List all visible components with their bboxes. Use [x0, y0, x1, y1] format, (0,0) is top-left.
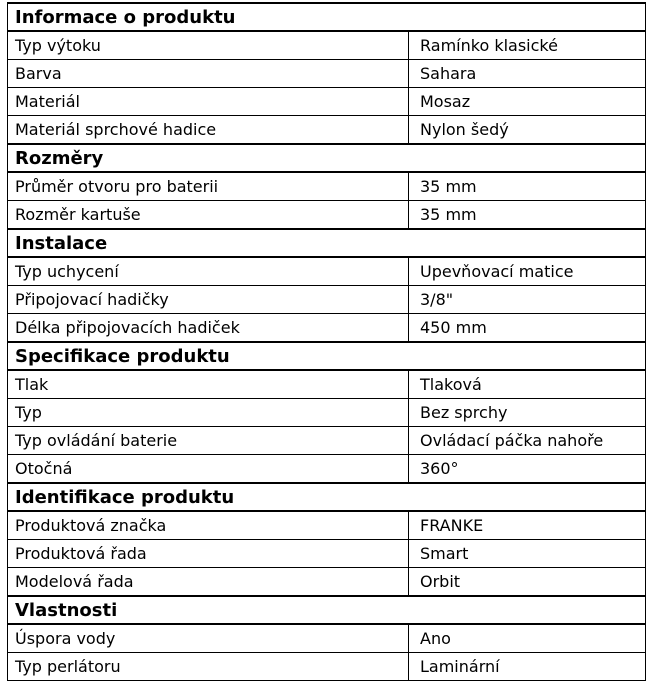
table-row [8, 88, 646, 116]
table-row [8, 511, 646, 540]
row-label: Úspora vody [8, 624, 409, 653]
row-label: Průměr otvoru pro baterii [8, 172, 409, 201]
table-row [8, 286, 646, 314]
table-row [8, 427, 646, 455]
row-label: Materiál [8, 88, 409, 116]
table-row [8, 201, 646, 230]
row-value: Upevňovací matice [409, 257, 646, 286]
row-label: Typ ovládání baterie [8, 427, 409, 455]
row-label: Délka připojovacích hadiček [8, 314, 409, 343]
product-spec-sheet [7, 2, 645, 681]
row-value: Mosaz [409, 88, 646, 116]
table-row [8, 624, 646, 653]
row-label: Otočná [8, 455, 409, 484]
table-row [8, 399, 646, 427]
row-value: 35 mm [409, 172, 646, 201]
section-header [8, 144, 646, 172]
section-title: Instalace [8, 229, 646, 257]
section-title: Specifikace produktu [8, 342, 646, 370]
row-label: Typ výtoku [8, 31, 409, 60]
section-title: Vlastnosti [8, 596, 646, 624]
row-label: Produktová řada [8, 540, 409, 568]
section-title: Rozměry [8, 144, 646, 172]
row-value: Orbit [409, 568, 646, 597]
section-header [8, 596, 646, 624]
table-row [8, 568, 646, 597]
row-value: Ovládací páčka nahoře [409, 427, 646, 455]
row-value: 450 mm [409, 314, 646, 343]
table-row [8, 172, 646, 201]
section-header [8, 3, 646, 31]
row-label: Tlak [8, 370, 409, 399]
row-value: Bez sprchy [409, 399, 646, 427]
table-row [8, 455, 646, 484]
table-row [8, 314, 646, 343]
row-label: Modelová řada [8, 568, 409, 597]
section-header [8, 483, 646, 511]
table-row [8, 653, 646, 681]
row-value: Sahara [409, 60, 646, 88]
section-header [8, 229, 646, 257]
row-label: Připojovací hadičky [8, 286, 409, 314]
table-row [8, 31, 646, 60]
row-label: Typ uchycení [8, 257, 409, 286]
table-row [8, 116, 646, 145]
row-value: Smart [409, 540, 646, 568]
table-row [8, 370, 646, 399]
table-row [8, 60, 646, 88]
row-label: Materiál sprchové hadice [8, 116, 409, 145]
row-label: Produktová značka [8, 511, 409, 540]
row-value: FRANKE [409, 511, 646, 540]
row-value: 3/8" [409, 286, 646, 314]
row-value: Ramínko klasické [409, 31, 646, 60]
section-header [8, 342, 646, 370]
row-value: 35 mm [409, 201, 646, 230]
row-value: Laminární [409, 653, 646, 681]
section-title: Informace o produktu [8, 3, 646, 31]
row-value: Tlaková [409, 370, 646, 399]
table-row [8, 540, 646, 568]
row-label: Barva [8, 60, 409, 88]
spec-table [7, 2, 646, 681]
row-label: Typ perlátoru [8, 653, 409, 681]
row-value: Ano [409, 624, 646, 653]
row-label: Typ [8, 399, 409, 427]
table-row [8, 257, 646, 286]
section-title: Identifikace produktu [8, 483, 646, 511]
row-value: 360° [409, 455, 646, 484]
spec-table-body [8, 3, 646, 681]
row-label: Rozměr kartuše [8, 201, 409, 230]
row-value: Nylon šedý [409, 116, 646, 145]
